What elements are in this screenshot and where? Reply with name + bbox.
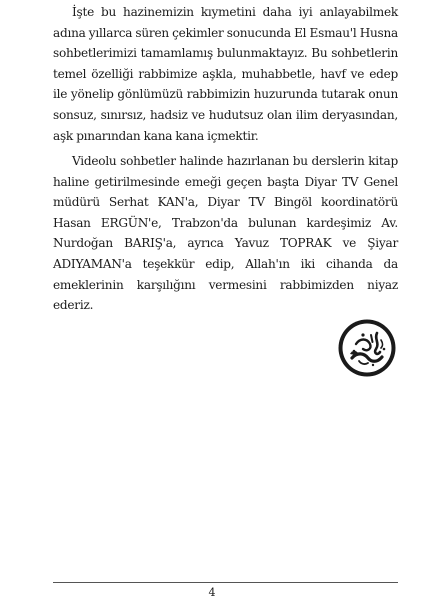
calligraphy-emblem-svg: [337, 318, 397, 378]
calligraphy-emblem-icon: [337, 318, 397, 378]
paragraph-1-container: [53, 2, 398, 146]
paragraph-1: İşte bu hazinemizin kıymetini daha iyi anlayabilmek adına yıllarca süren çekimler sonucunda El Esmau'l Husna sohbetlerimizi tamamlamış bulunmaktayız. Bu sohbetlerin temel özelliği rabbimize aşkla, muhabbetle, havf ve edep ile yönelip gönlümüzü rabbimizin huzurunda tutarak onun sonsuz, sınırsız, hadsiz ve hudutsuz olan ilim deryasından, aşk pınarından kana kana içmektir.: [53, 5, 398, 143]
page-number: 4: [208, 586, 216, 599]
paragraph-2: Videolu sohbetler halinde hazırlanan bu derslerin kitap haline getirilmesinde emeği geçen başta Diyar TV Genel müdürü Serhat KAN'a, Diyar TV Bingöl koordinatörü Hasan ERGÜN'e, Trabzon'da bulunan kardeşimiz Av. Nurdoğan BARIŞ'a, ayrıca Yavuz TOPRAK ve Şiyar ADIYAMAN'a teşekkür edip, Allah'ın iki cihanda da emeklerinin karşılığını vermesini rabbimizden niyaz ederiz.: [53, 154, 398, 313]
paragraph-2-container: [53, 151, 398, 316]
footer-divider: [53, 582, 398, 583]
